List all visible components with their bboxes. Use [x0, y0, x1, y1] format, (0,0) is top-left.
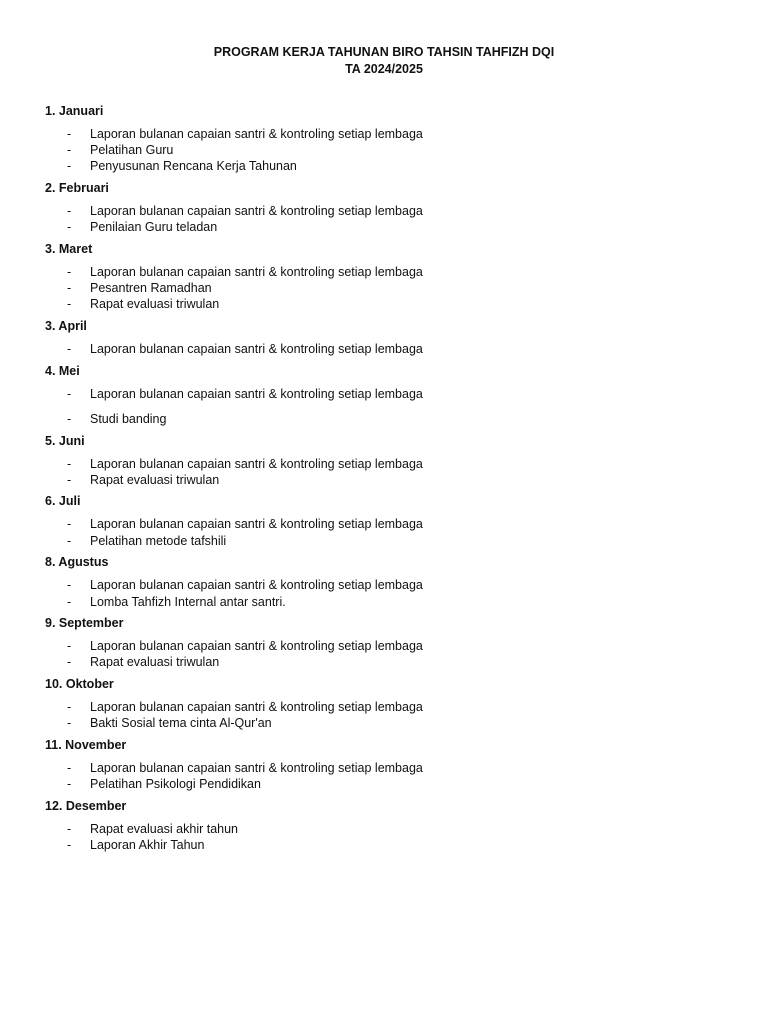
activity-list [45, 821, 735, 853]
activity-item [45, 264, 735, 280]
month-section [45, 317, 735, 357]
activity-item [45, 203, 735, 219]
activity-text: Laporan bulanan capaian santri & kontroling setiap lembaga [90, 456, 423, 471]
activity-text: Laporan bulanan capaian santri & kontroling setiap lembaga [90, 639, 423, 654]
activity-item [45, 699, 735, 715]
activity-text: Laporan bulanan capaian santri & kontroling setiap lembaga [90, 386, 423, 401]
bullet-dash: - [67, 411, 72, 426]
activity-item [45, 219, 735, 235]
bullet-dash: - [67, 821, 72, 836]
bullet-dash: - [67, 517, 72, 532]
activity-text: Lomba Tahfizh Internal antar santri. [90, 594, 286, 609]
activity-item [45, 411, 735, 427]
document-title [0, 44, 768, 78]
month-heading: 3. Maret [45, 241, 93, 256]
bullet-dash: - [67, 578, 72, 593]
activity-list [45, 638, 735, 670]
activity-item [45, 142, 735, 158]
month-heading: 4. Mei [45, 363, 80, 378]
month-section [45, 179, 735, 235]
activity-text: Laporan bulanan capaian santri & kontroling setiap lembaga [90, 264, 423, 279]
work-program-list [45, 102, 735, 858]
activity-text: Rapat evaluasi akhir tahun [90, 821, 239, 836]
bullet-dash: - [67, 777, 72, 792]
month-section [45, 240, 735, 313]
activity-text: Laporan bulanan capaian santri & kontroling setiap lembaga [90, 760, 423, 775]
bullet-dash: - [67, 204, 72, 219]
activity-list [45, 760, 735, 792]
activity-list [45, 264, 735, 313]
activity-item [45, 837, 735, 853]
activity-text: Laporan bulanan capaian santri & kontroling setiap lembaga [90, 204, 423, 219]
activity-list [45, 456, 735, 488]
month-section [45, 797, 735, 853]
month-section [45, 492, 735, 548]
activity-item [45, 577, 735, 593]
month-section [45, 102, 735, 175]
bullet-dash: - [67, 655, 72, 670]
activity-item [45, 472, 735, 488]
bullet-dash: - [67, 143, 72, 158]
activity-text: Laporan Akhir Tahun [90, 838, 205, 852]
bullet-dash: - [67, 760, 72, 775]
bullet-dash: - [67, 264, 72, 279]
activity-text: Laporan bulanan capaian santri & kontroling setiap lembaga [90, 517, 423, 532]
bullet-dash: - [67, 700, 72, 715]
activity-text: Rapat evaluasi triwulan [90, 297, 220, 312]
month-heading: 3. April [45, 319, 87, 333]
month-heading: 11. November [45, 737, 127, 752]
title-line-2: TA 2024/2025 [345, 62, 423, 76]
activity-list [45, 516, 735, 548]
activity-list [45, 386, 735, 427]
activity-text: Laporan bulanan capaian santri & kontroling setiap lembaga [90, 578, 423, 593]
activity-list [45, 341, 735, 357]
activity-list [45, 203, 735, 235]
bullet-dash: - [67, 220, 72, 235]
month-heading: 1. Januari [45, 104, 104, 118]
month-section [45, 362, 735, 427]
bullet-dash: - [67, 127, 72, 141]
bullet-dash: - [67, 533, 72, 548]
bullet-dash: - [67, 472, 72, 487]
bullet-dash: - [67, 297, 72, 312]
activity-text: Laporan bulanan capaian santri & kontroling setiap lembaga [90, 700, 423, 715]
activity-item [45, 386, 735, 402]
month-heading: 9. September [45, 616, 124, 631]
activity-item [45, 821, 735, 837]
month-section [45, 675, 735, 731]
activity-list [45, 577, 735, 609]
activity-item [45, 533, 735, 549]
bullet-dash: - [67, 639, 72, 654]
activity-item [45, 296, 735, 312]
month-heading: 10. Oktober [45, 677, 114, 692]
activity-item [45, 715, 735, 731]
month-heading: 2. Februari [45, 181, 109, 196]
bullet-dash: - [67, 386, 72, 401]
activity-item [45, 126, 735, 142]
activity-text: Studi banding [90, 411, 167, 426]
activity-text: Pesantren Ramadhan [90, 281, 212, 296]
activity-text: Penyusunan Rencana Kerja Tahunan [90, 159, 297, 174]
bullet-dash: - [67, 594, 72, 609]
month-section [45, 553, 735, 609]
activity-text: Penilaian Guru teladan [90, 220, 218, 235]
bullet-dash: - [67, 456, 72, 471]
month-section [45, 736, 735, 792]
activity-text: Laporan bulanan capaian santri & kontroling setiap lembaga [90, 127, 423, 141]
activity-text: Pelatihan Psikologi Pendidikan [90, 777, 261, 792]
bullet-dash: - [67, 159, 72, 174]
activity-item [45, 760, 735, 776]
month-section [45, 614, 735, 670]
activity-text: Rapat evaluasi triwulan [90, 655, 220, 670]
activity-item [45, 516, 735, 532]
activity-list [45, 126, 735, 175]
activity-text: Pelatihan Guru [90, 143, 174, 158]
month-section [45, 432, 735, 488]
activity-text: Bakti Sosial tema cinta Al-Qur'an [90, 716, 272, 731]
activity-item [45, 776, 735, 792]
activity-list [45, 699, 735, 731]
month-heading: 6. Juli [45, 494, 81, 509]
activity-text: Rapat evaluasi triwulan [90, 472, 220, 487]
bullet-dash: - [67, 281, 72, 296]
activity-item [45, 594, 735, 610]
bullet-dash: - [67, 342, 72, 356]
title-line-1: PROGRAM KERJA TAHUNAN BIRO TAHSIN TAHFIZH DQI [213, 45, 555, 59]
activity-item [45, 456, 735, 472]
bullet-dash: - [67, 716, 72, 731]
month-heading: 5. Juni [45, 433, 85, 448]
activity-item [45, 638, 735, 654]
month-heading: 12. Desember [45, 798, 127, 813]
activity-item [45, 341, 735, 357]
month-heading: 8. Agustus [45, 555, 109, 570]
activity-item [45, 654, 735, 670]
activity-text: Pelatihan metode tafshili [90, 533, 227, 548]
activity-item [45, 280, 735, 296]
bullet-dash: - [67, 838, 72, 852]
activity-item [45, 158, 735, 174]
activity-text: Laporan bulanan capaian santri & kontroling setiap lembaga [90, 342, 423, 356]
